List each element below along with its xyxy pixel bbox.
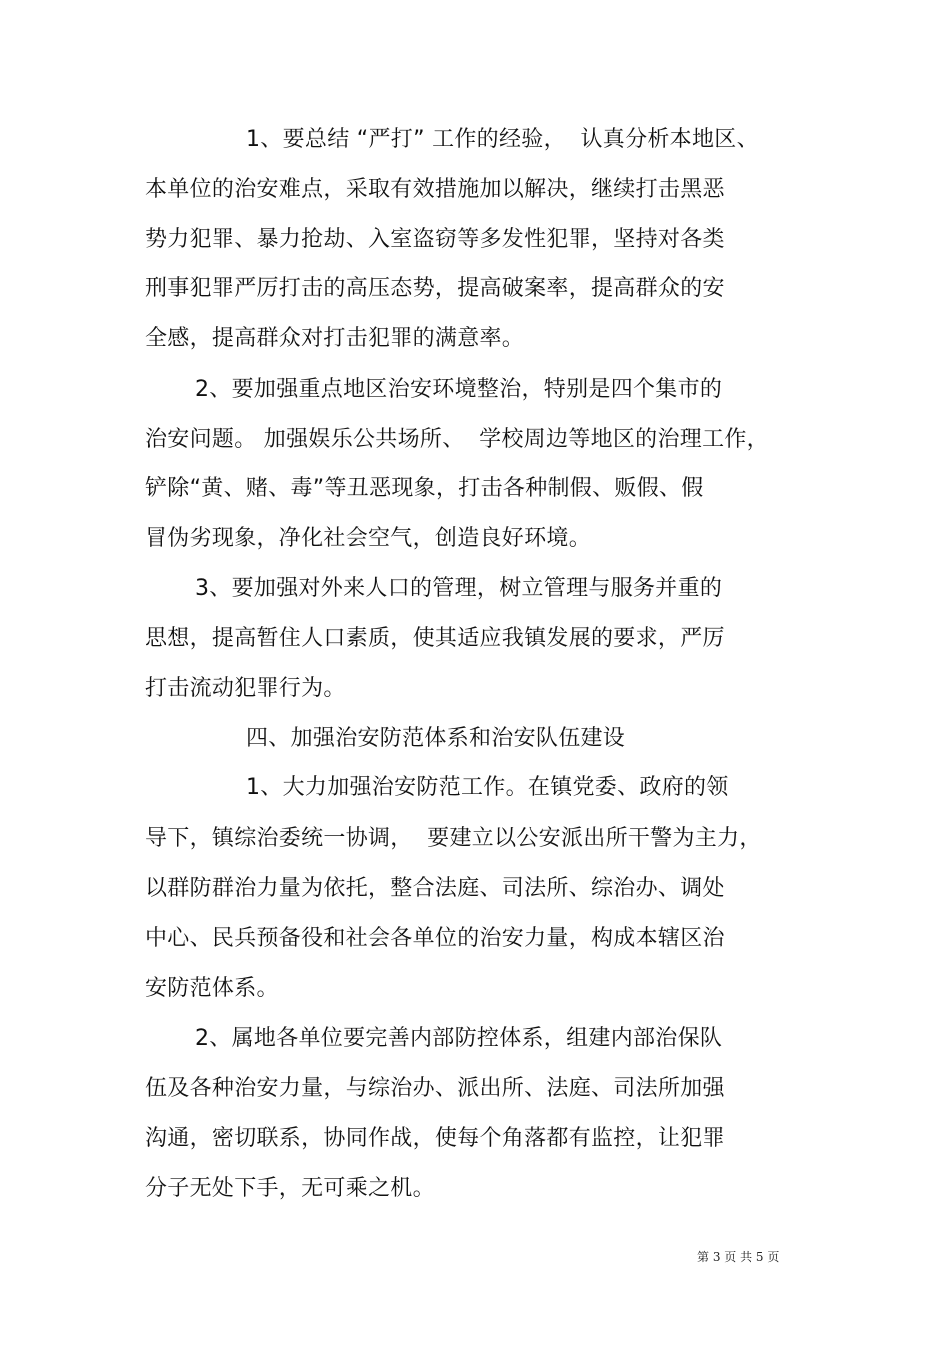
text-line: 势力犯罪、暴力抢劫、入室盗窃等多发性犯罪，坚持对各类: [145, 227, 725, 252]
text-line: 2、要加强重点地区治安环境整治，特别是四个集市的: [195, 377, 723, 402]
text-line: 以群防群治力量为依托，整合法庭、司法所、综治办、调处: [145, 876, 725, 901]
text-line: 全感，提高群众对打击犯罪的满意率。: [145, 326, 525, 351]
text-line: 安防范体系。: [145, 976, 279, 1001]
text-line: 伍及各种治安力量，与综治办、派出所、法庭、司法所加强: [145, 1076, 725, 1101]
text-line: 分子无处下手，无可乘之机。: [145, 1176, 435, 1201]
text-line: 导下，镇综治委统一协调， 要建立以公安派出所干警为主力，: [145, 826, 762, 851]
section-heading: 四、加强治安防范体系和治安队伍建设: [246, 726, 626, 751]
page-number: 第 3 页 共 5 页: [697, 1250, 780, 1264]
text-line: 治安问题。 加强娱乐公共场所、 学校周边等地区的治理工作，: [145, 427, 769, 452]
text-line: 铲除“黄、赌、毒”等丑恶现象，打击各种制假、贩假、假: [145, 476, 704, 501]
text-line: 本单位的治安难点，采取有效措施加以解决，继续打击黑恶: [145, 177, 725, 202]
text-line: 冒伪劣现象，净化社会空气，创造良好环境。: [145, 526, 592, 551]
text-line: 打击流动犯罪行为。: [145, 676, 346, 701]
text-line: 3、要加强对外来人口的管理，树立管理与服务并重的: [195, 576, 723, 601]
text-line: 1、大力加强治安防范工作。在镇党委、政府的领: [246, 775, 729, 800]
text-line: 1、要总结 “严打” 工作的经验， 认真分析本地区、: [246, 127, 759, 152]
text-line: 沟通，密切联系，协同作战，使每个角落都有监控，让犯罪: [145, 1126, 725, 1151]
text-line: 2、属地各单位要完善内部防控体系，组建内部治保队: [195, 1026, 723, 1051]
text-line: 中心、民兵预备役和社会各单位的治安力量，构成本辖区治: [145, 926, 725, 951]
text-line: 刑事犯罪严厉打击的高压态势，提高破案率，提高群众的安: [145, 276, 725, 301]
text-line: 思想，提高暂住人口素质，使其适应我镇发展的要求，严厉: [145, 626, 725, 651]
